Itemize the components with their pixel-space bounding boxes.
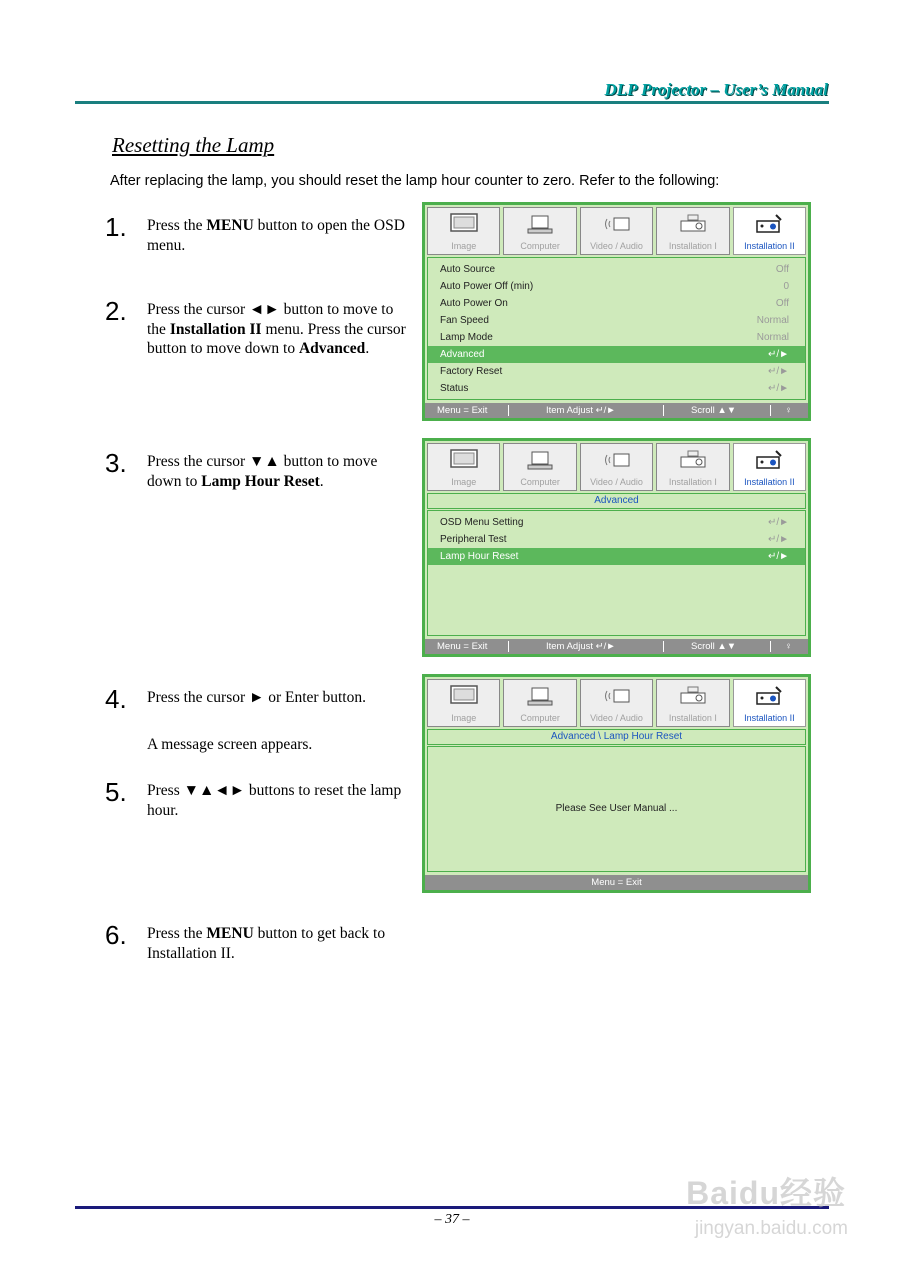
osd-tabs xyxy=(427,679,806,727)
osd-menu-list xyxy=(427,510,806,636)
lamp-icon: ♀ xyxy=(785,641,793,652)
step-text: Press ▼▲◄► buttons to reset the lamp hour. xyxy=(147,782,402,819)
monitor-icon xyxy=(449,449,479,471)
monitor-icon xyxy=(449,213,479,235)
video-audio-icon xyxy=(602,685,632,707)
tab-computer[interactable]: Computer xyxy=(503,207,576,255)
menu-item-status[interactable]: Status ↵/► xyxy=(440,383,789,394)
projector-settings-icon xyxy=(754,449,784,471)
step-number: 2. xyxy=(105,296,127,326)
tab-installation-ii[interactable]: Installation II xyxy=(733,679,806,727)
osd-menu-installation-ii xyxy=(422,202,811,421)
tab-computer[interactable]: Computer xyxy=(503,443,576,491)
osd-lamp-hour-reset xyxy=(422,674,811,893)
submenu-title: Advanced xyxy=(427,493,806,509)
step-number: 6. xyxy=(105,920,127,950)
tab-video-audio[interactable]: Video / Audio xyxy=(580,207,653,255)
watermark-url: jingyan.baidu.com xyxy=(694,1218,848,1239)
watermark-logo: Baidu经验 xyxy=(686,1175,846,1211)
step-number: 5. xyxy=(105,777,127,807)
tab-video-audio[interactable]: Video / Audio xyxy=(580,679,653,727)
monitor-icon xyxy=(449,685,479,707)
computer-icon xyxy=(525,213,555,235)
menu-item-auto-power-off[interactable]: Auto Power Off (min) 0 xyxy=(440,281,789,292)
menu-item-factory-reset[interactable]: Factory Reset ↵/► xyxy=(440,366,789,377)
menu-item-auto-source[interactable]: Auto Source Off xyxy=(440,264,789,275)
intro-text: After replacing the lamp, you should reset the lamp hour counter to zero. Refer to the following: xyxy=(110,173,720,189)
osd-menu-list xyxy=(427,257,806,400)
tab-installation-i[interactable]: Installation I xyxy=(656,207,729,255)
page-number: – 37 – xyxy=(434,1212,470,1227)
header-rule xyxy=(75,101,829,104)
menu-item-lamp-mode[interactable]: Lamp Mode Normal xyxy=(440,332,789,343)
tab-installation-i[interactable]: Installation I xyxy=(656,443,729,491)
menu-exit-hint: Menu = Exit xyxy=(437,641,488,652)
menu-item-auto-power-on[interactable]: Auto Power On Off xyxy=(440,298,789,309)
tab-image[interactable]: Image xyxy=(427,443,500,491)
step-text: Press the cursor ▼▲ button to move down to Lamp Hour Reset. xyxy=(147,453,378,490)
osd-footer-bar xyxy=(425,875,808,890)
projector-icon xyxy=(678,213,708,235)
osd-menu-advanced xyxy=(422,438,811,657)
message-text: Please See User Manual ... xyxy=(555,803,678,814)
section-title: Resetting the Lamp xyxy=(112,133,275,157)
submenu-title: Advanced \ Lamp Hour Reset xyxy=(427,729,806,745)
item-adjust-hint: Item Adjust ↵/► xyxy=(546,641,616,652)
osd-footer-bar xyxy=(425,403,808,418)
tab-image[interactable]: Image xyxy=(427,679,500,727)
tab-installation-ii[interactable]: Installation II xyxy=(733,443,806,491)
step-text: Press the cursor ► or Enter button. xyxy=(147,689,366,706)
tab-computer[interactable]: Computer xyxy=(503,679,576,727)
step-text: Press the MENU button to open the OSD menu. xyxy=(147,217,405,254)
manual-title: DLP Projector – User’s Manual xyxy=(604,80,828,99)
menu-exit-hint: Menu = Exit xyxy=(591,877,642,888)
step-text: Press the MENU button to get back to Installation II. xyxy=(147,925,386,962)
menu-item-advanced[interactable]: Advanced ↵/► xyxy=(428,346,805,363)
menu-exit-hint: Menu = Exit xyxy=(437,405,488,416)
projector-icon xyxy=(678,449,708,471)
step-note: A message screen appears. xyxy=(147,736,313,753)
projector-icon xyxy=(678,685,708,707)
projector-settings-icon xyxy=(754,213,784,235)
osd-footer-bar xyxy=(425,639,808,654)
tab-installation-ii[interactable]: Installation II xyxy=(733,207,806,255)
scroll-hint: Scroll ▲▼ xyxy=(691,641,737,652)
computer-icon xyxy=(525,449,555,471)
video-audio-icon xyxy=(602,449,632,471)
step-text: Press the cursor ◄► button to move to the Installation II menu. Press the cursor button to move down to Advanced. xyxy=(147,301,406,357)
message-panel xyxy=(427,746,806,872)
menu-item-fan-speed[interactable]: Fan Speed Normal xyxy=(440,315,789,326)
menu-item-osd-menu-setting[interactable]: OSD Menu Setting ↵/► xyxy=(440,517,789,528)
projector-settings-icon xyxy=(754,685,784,707)
step-number: 3. xyxy=(105,448,127,478)
computer-icon xyxy=(525,685,555,707)
video-audio-icon xyxy=(602,213,632,235)
osd-tabs xyxy=(427,443,806,491)
tab-image[interactable]: Image xyxy=(427,207,500,255)
tab-video-audio[interactable]: Video / Audio xyxy=(580,443,653,491)
scroll-hint: Scroll ▲▼ xyxy=(691,405,737,416)
osd-tabs xyxy=(427,207,806,255)
step-number: 1. xyxy=(105,212,127,242)
lamp-icon: ♀ xyxy=(785,405,793,416)
tab-installation-i[interactable]: Installation I xyxy=(656,679,729,727)
menu-item-peripheral-test[interactable]: Peripheral Test ↵/► xyxy=(440,534,789,545)
step-number: 4. xyxy=(105,684,127,714)
menu-item-lamp-hour-reset[interactable]: Lamp Hour Reset ↵/► xyxy=(428,548,805,565)
item-adjust-hint: Item Adjust ↵/► xyxy=(546,405,616,416)
